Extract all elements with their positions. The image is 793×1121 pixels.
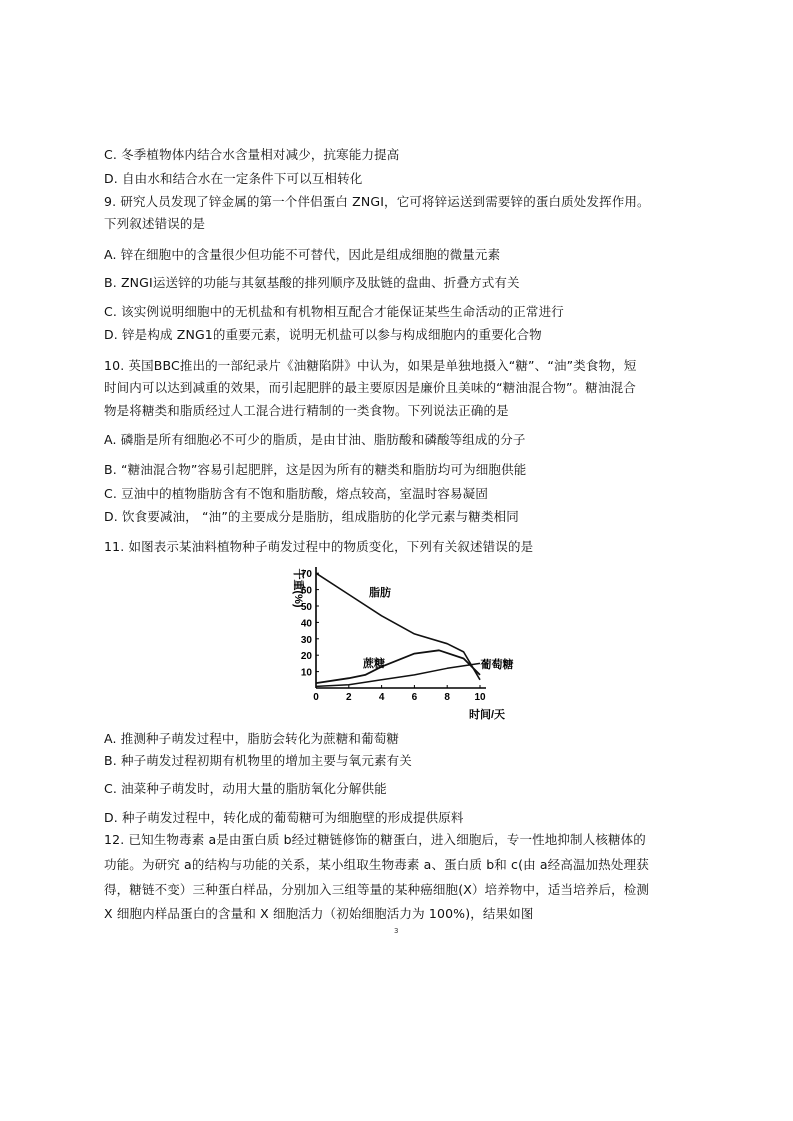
- option-b-q10: B. “糖油混合物”容易引起肥胖，这是因为所有的糖类和脂肪均可为细胞供能: [104, 462, 527, 477]
- y-tick-label: 70: [300, 569, 312, 581]
- option-d-q10: D. 饮食要减油， “油”的主要成分是脂肪，组成脂肪的化学元素与糖类相同: [104, 509, 519, 524]
- chart-ticks: [301, 569, 486, 703]
- series-label-1: 脂肪: [369, 587, 391, 599]
- x-tick-label: 0: [313, 692, 319, 703]
- option-b-q11: B. 种子萌发过程初期有机物里的增加主要与氧元素有关: [104, 753, 412, 768]
- x-tick-label: 6: [411, 692, 418, 703]
- question-10-stem-cont-2: 物是将糖类和脂质经过人工混合进行精制的一类食物。下列说法正确的是: [104, 403, 509, 418]
- option-b-q9: B. ZNGI运送锌的功能与其氨基酸的排列顺序及肽链的盘曲、折叠方式有关: [104, 275, 520, 290]
- option-c-q9: C. 该实例说明细胞中的无机盐和有机物相互配合才能保证某些生命活动的正常进行: [104, 304, 564, 319]
- x-tick-label: 8: [444, 692, 450, 703]
- option-d-q8: D. 自由水和结合水在一定条件下可以互相转化: [104, 171, 363, 186]
- question-12-stem: 12. 已知生物毒素 a是由蛋白质 b经过糖链修饰的糖蛋白，进入细胞后，专一性地抑制人核糖体的: [104, 832, 646, 847]
- x-tick-label: 2: [346, 692, 352, 703]
- series-label-3: 葡萄糖: [480, 659, 514, 671]
- question-9-stem-cont: 下列叙述错误的是: [104, 216, 206, 231]
- option-a-q9: A. 锌在细胞中的含量很少但功能不可替代，因此是组成细胞的微量元素: [104, 247, 501, 262]
- question-12-stem-cont-3: X 细胞内样品蛋白的含量和 X 细胞活力（初始细胞活力为 100%)，结果如图: [104, 906, 534, 921]
- option-a-q11: A. 推测种子萌发过程中，脂肪会转化为蔗糖和葡萄糖: [104, 731, 400, 746]
- y-axis-label: 干重(%): [292, 568, 304, 608]
- y-tick-label: 40: [300, 618, 312, 630]
- page-number: 3: [394, 927, 399, 935]
- option-a-q10: A. 磷脂是所有细胞必不可少的脂质，是由甘油、脂肪酸和磷酸等组成的分子: [104, 432, 526, 447]
- series-line-3: [316, 663, 480, 686]
- question-10-stem: 10. 英国BBC推出的一部纪录片《油糖陷阱》中认为，如果是单独地摄入“糖”、“油”类食物，短: [104, 358, 637, 373]
- y-tick-label: 30: [300, 634, 312, 646]
- question-9-stem: 9. 研究人员发现了锌金属的第一个伴侣蛋白 ZNGI，它可将锌运送到需要锌的蛋白质处发挥作用。: [104, 194, 650, 209]
- question-10-stem-cont-1: 时间内可以达到减重的效果，而引起肥胖的最主要原因是廉价且美味的“糖油混合物”。糖油混合: [104, 380, 636, 395]
- series-line-1: [316, 573, 480, 680]
- option-c-q8: C. 冬季植物体内结合水含量相对减少，抗寒能力提高: [104, 147, 400, 162]
- chart-axes: [316, 567, 486, 688]
- question-12-stem-cont-1: 功能。为研究 a的结构与功能的关系，某小组取生物毒素 a、蛋白质 b和 c(由 a经高温加热处理获: [104, 857, 649, 872]
- option-d-q11: D. 种子萌发过程中，转化成的葡萄糖可为细胞壁的形成提供原料: [104, 810, 464, 825]
- question-11-stem: 11. 如图表示某油料植物种子萌发过程中的物质变化，下列有关叙述错误的是: [104, 539, 534, 554]
- question-12-stem-cont-2: 得，糖链不变）三种蛋白样品，分别加入三组等量的某种癌细胞(X）培养物中，适当培养后，检测: [104, 882, 650, 897]
- option-c-q10: C. 豆油中的植物脂肪含有不饱和脂肪酸，熔点较高，室温时容易凝固: [104, 486, 488, 501]
- y-tick-label: 60: [300, 585, 312, 597]
- x-tick-label: 4: [378, 692, 385, 703]
- y-tick-label: 20: [300, 651, 312, 663]
- option-d-q9: D. 锌是构成 ZNG1的重要元素，说明无机盐可以参与构成细胞内的重要化合物: [104, 327, 542, 342]
- seed-germination-chart: [272, 555, 542, 725]
- y-tick-label: 10: [300, 667, 312, 679]
- x-axis-label: 时间/天: [468, 709, 506, 721]
- option-c-q11: C. 油菜种子萌发时，动用大量的脂肪氧化分解供能: [104, 781, 387, 796]
- x-tick-label: 10: [474, 692, 486, 703]
- series-label-2: 蔗糖: [363, 658, 385, 670]
- y-tick-label: 50: [300, 602, 312, 613]
- chart-series: [316, 573, 480, 686]
